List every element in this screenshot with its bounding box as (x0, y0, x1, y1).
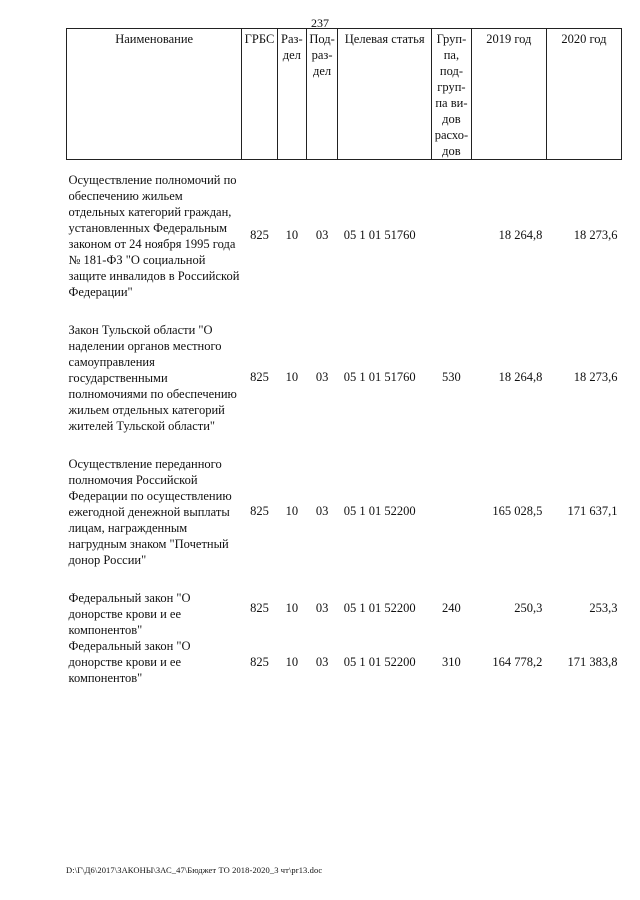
row-amount-2020: 18 273,6 (573, 228, 618, 242)
row-target-article: 05 1 01 52200 (343, 655, 416, 669)
row-amount-2019: 165 028,5 (492, 504, 543, 518)
table-row (67, 310, 622, 444)
row-podrazdel: 03 (315, 504, 329, 518)
row-expense-group: 240 (442, 601, 461, 615)
row-grbs: 825 (250, 655, 269, 669)
row-razdel: 10 (285, 655, 299, 669)
header-podrazdel: Под-раз-дел (306, 29, 337, 160)
row-amount-2019: 18 264,8 (498, 370, 543, 384)
row-razdel: 10 (285, 228, 299, 242)
row-name: Закон Тульской области "О наделении органов местного самоуправления государственными полномочиями по обеспечению жильем отдельных категорий жителей Тульской области" (68, 323, 237, 433)
table-row (67, 578, 622, 638)
table-header-row (67, 29, 622, 160)
row-amount-2020: 18 273,6 (573, 370, 618, 384)
header-name: Наименование (67, 29, 242, 160)
footer-file-path: D:\Г\Д6\2017\ЗАКОНЫ\ЗАС_47\Бюджет ТО 2018-2020_3 чт\pr13.doc (66, 865, 323, 875)
row-razdel: 10 (285, 601, 299, 615)
row-grbs: 825 (250, 601, 269, 615)
row-grbs: 825 (250, 228, 269, 242)
row-amount-2019: 164 778,2 (492, 655, 543, 669)
table-row (67, 160, 622, 311)
row-expense-group (432, 160, 472, 311)
row-amount-2020: 253,3 (589, 601, 618, 615)
table-row (67, 444, 622, 578)
row-grbs: 825 (250, 504, 269, 518)
header-grbs: ГРБС (242, 29, 277, 160)
row-expense-group (432, 444, 472, 578)
table-row (67, 638, 622, 686)
row-amount-2020: 171 637,1 (567, 504, 618, 518)
row-podrazdel: 03 (315, 370, 329, 384)
header-year-2019: 2019 год (471, 29, 546, 160)
header-year-2020: 2020 год (546, 29, 621, 160)
row-podrazdel: 03 (315, 655, 329, 669)
row-target-article: 05 1 01 51760 (343, 228, 416, 242)
row-name: Осуществление переданного полномочия Российской Федерации по осуществлению ежегодной денежной выплаты лицам, награжденным нагрудным знаком "Почетный донор России" (68, 457, 232, 567)
row-target-article: 05 1 01 51760 (343, 370, 416, 384)
row-name: Федеральный закон "О донорстве крови и ее компонентов" (68, 639, 191, 685)
row-podrazdel: 03 (315, 228, 329, 242)
page-number: 237 (311, 16, 329, 30)
row-grbs: 825 (250, 370, 269, 384)
row-amount-2019: 18 264,8 (498, 228, 543, 242)
budget-table (66, 28, 622, 686)
header-razdel: Раз-дел (277, 29, 306, 160)
row-razdel: 10 (285, 370, 299, 384)
row-name: Федеральный закон "О донорстве крови и ее компонентов" (68, 591, 191, 637)
header-expense-group: Груп-па, под-груп-па ви-дов расхо-дов (432, 29, 472, 160)
row-expense-group: 530 (442, 370, 461, 384)
row-podrazdel: 03 (315, 601, 329, 615)
row-name: Осуществление полномочий по обеспечению жильем отдельных категорий граждан, установленных Федеральным законом от 24 ноября 1995 года № 181-ФЗ "О социальной защите инвалидов в Российской Федерации" (68, 173, 240, 299)
row-target-article: 05 1 01 52200 (343, 601, 416, 615)
header-target-article: Целевая статья (338, 29, 432, 160)
row-amount-2019: 250,3 (514, 601, 543, 615)
row-amount-2020: 171 383,8 (567, 655, 618, 669)
row-expense-group: 310 (442, 655, 461, 669)
row-razdel: 10 (285, 504, 299, 518)
row-target-article: 05 1 01 52200 (343, 504, 416, 518)
